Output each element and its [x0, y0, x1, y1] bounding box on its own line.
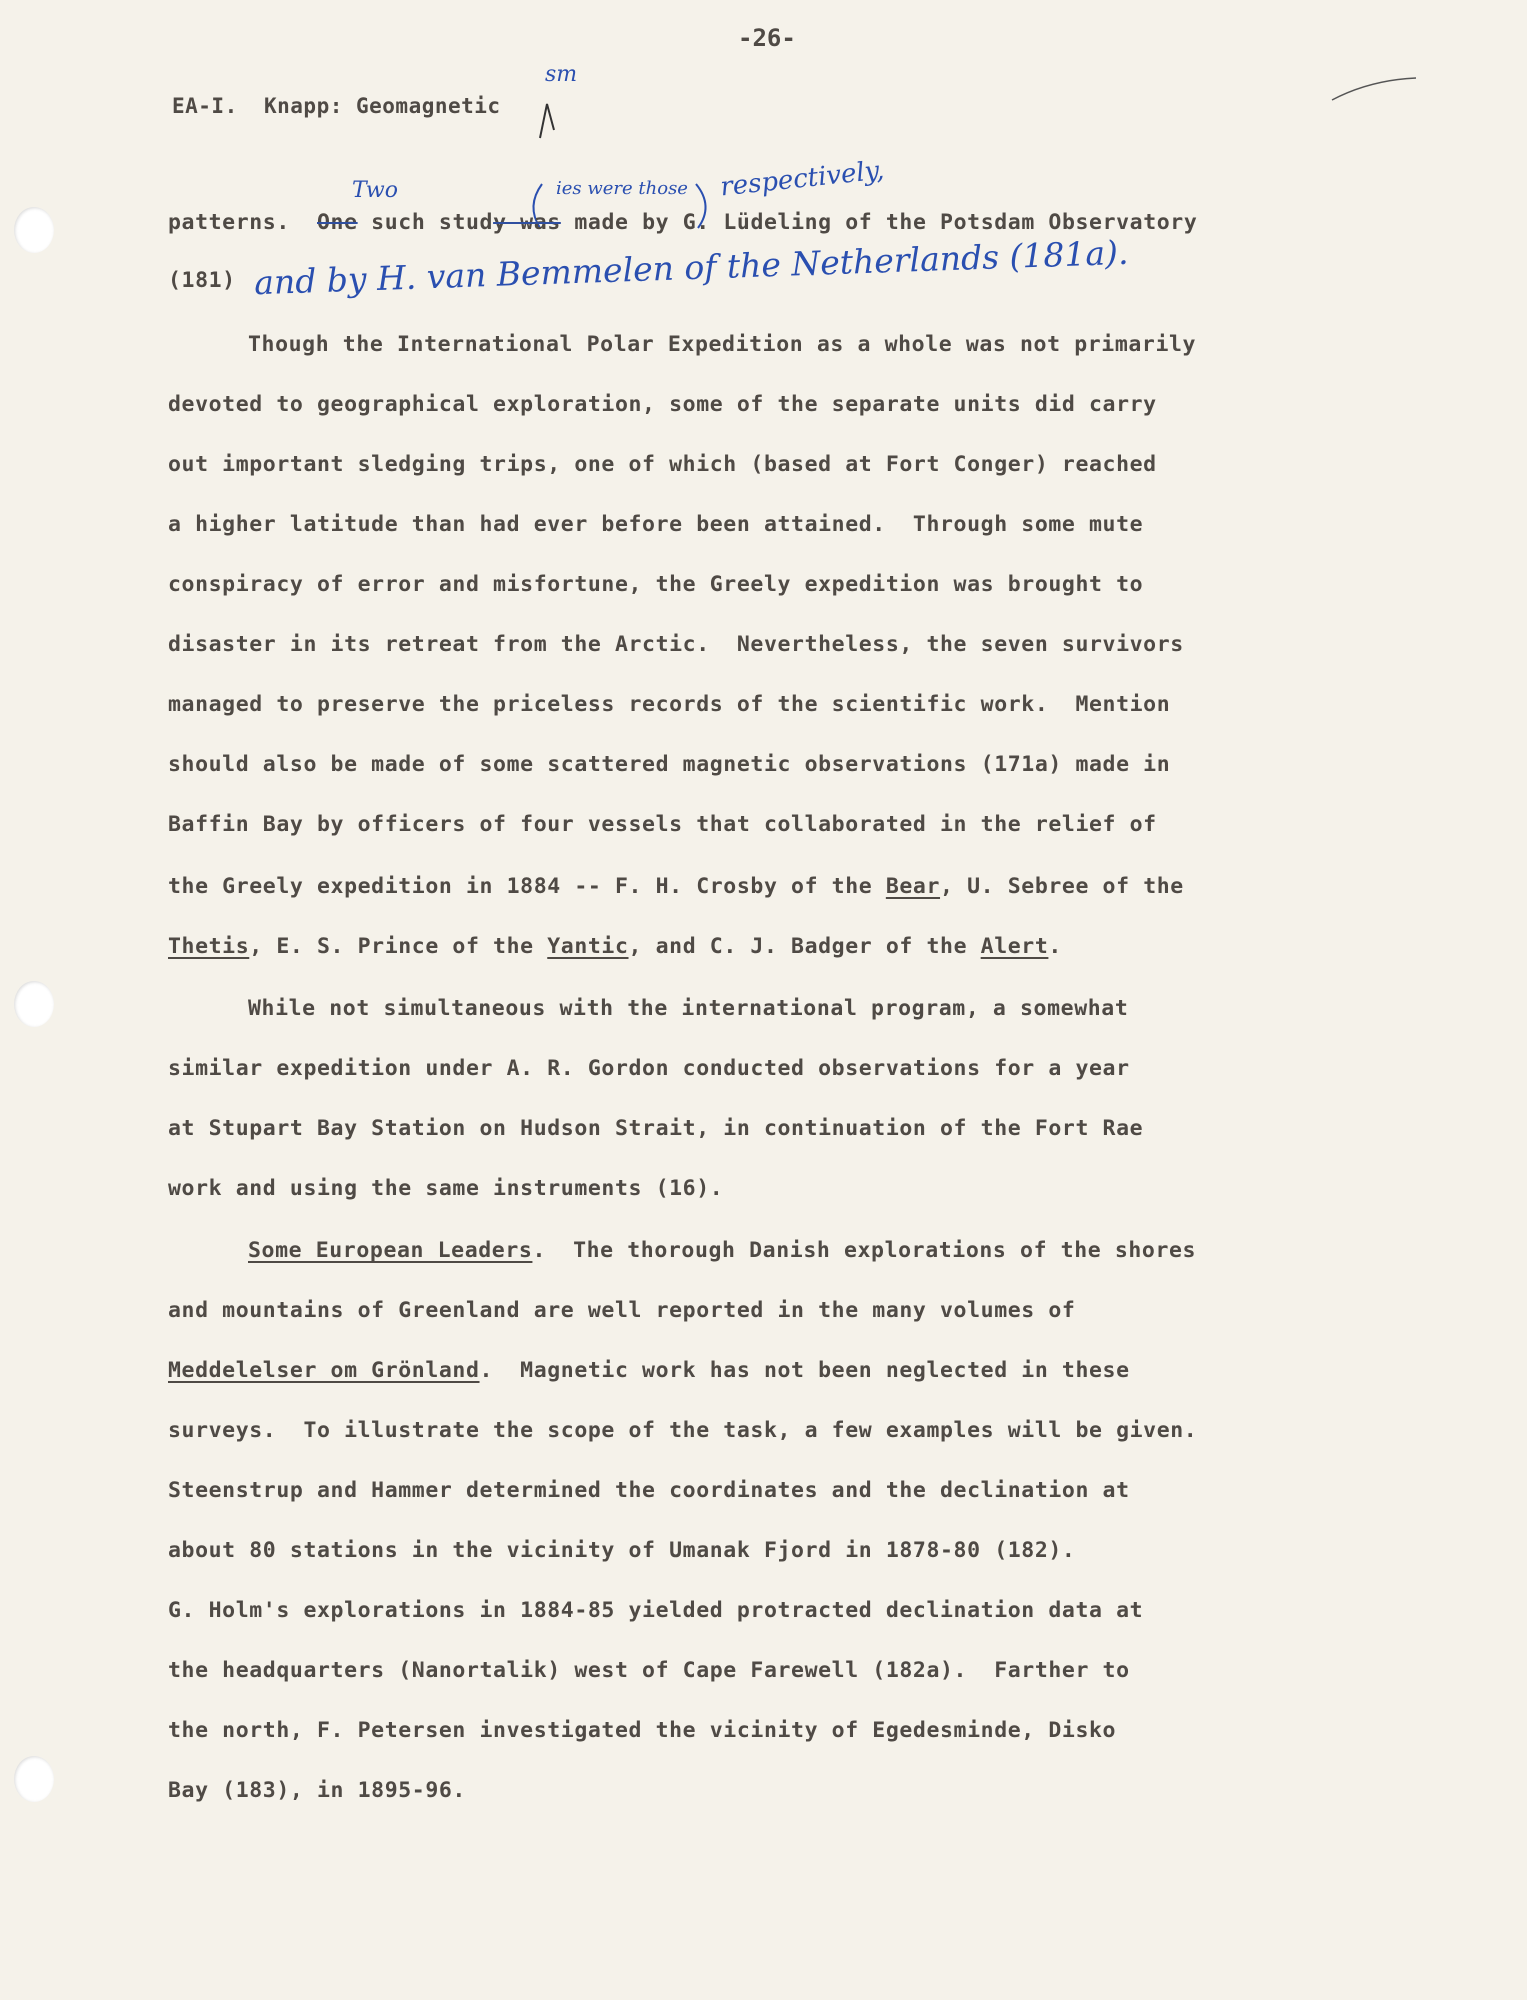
text-line: conspiracy of error and misfortune, the Greely expedition was brought to: [168, 572, 1144, 597]
ship-name: Yantic: [547, 934, 629, 959]
text-line: Steenstrup and Hammer determined the coordinates and the declination at: [168, 1478, 1130, 1503]
text-line: at Stupart Bay Station on Hudson Strait, in continuation of the Fort Rae: [168, 1116, 1144, 1141]
text-line: surveys. To illustrate the scope of the task, a few examples will be given.: [168, 1418, 1198, 1443]
handwritten-respectively: respectively,: [718, 155, 886, 203]
page-number: -26-: [738, 24, 796, 52]
text-line: Meddelelser om Grönland. Magnetic work has not been neglected in these: [168, 1358, 1130, 1383]
text-line: patterns. One such study was made by G. Lüdeling of the Potsdam Observatory: [168, 210, 1198, 235]
publication-title: Meddelelser om Grönland: [168, 1358, 480, 1383]
binder-hole: [14, 981, 54, 1027]
text-line: Bay (183), in 1895-96.: [168, 1778, 466, 1803]
text-line: Thetis, E. S. Prince of the Yantic, and C. J. Badger of the Alert.: [168, 934, 1062, 959]
text-line: a higher latitude than had ever before been attained. Through some mute: [168, 512, 1144, 537]
binder-hole: [14, 207, 54, 253]
text-line: disaster in its retreat from the Arctic. Nevertheless, the seven survivors: [168, 632, 1184, 657]
text-line: the north, F. Petersen investigated the vicinity of Egedesminde, Disko: [168, 1718, 1117, 1743]
ship-name: Thetis: [168, 934, 250, 959]
text-line: Some European Leaders. The thorough Danish explorations of the shores: [248, 1238, 1197, 1263]
text-line: Though the International Polar Expedition as a whole was not primarily: [248, 332, 1197, 357]
text-line: should also be made of some scattered magnetic observations (171a) made in: [168, 752, 1171, 777]
text-line: devoted to geographical exploration, some of the separate units did carry: [168, 392, 1157, 417]
handwritten-ies-were-those: ies were those: [556, 178, 688, 199]
section-heading: Some European Leaders: [248, 1238, 533, 1263]
handwritten-two: Two: [352, 178, 398, 203]
text-line: and mountains of Greenland are well reported in the many volumes of: [168, 1298, 1076, 1323]
text-line: G. Holm's explorations in 1884-85 yielded protracted declination data at: [168, 1598, 1144, 1623]
handwritten-insertion: and by H. van Bemmelen of the Netherlands (181a).: [253, 232, 1130, 303]
text-line: While not simultaneous with the international program, a somewhat: [248, 996, 1129, 1021]
pen-stroke-icon: [1330, 74, 1420, 104]
handwritten-header-mark: sm: [545, 62, 578, 87]
running-header: EA-I. Knapp: Geomagnetic: [172, 94, 501, 118]
ship-name: Alert: [980, 934, 1049, 959]
text-line: about 80 stations in the vicinity of Umanak Fjord in 1878-80 (182).: [168, 1538, 1076, 1563]
text-line: (181): [168, 268, 236, 293]
text-line: work and using the same instruments (16).: [168, 1176, 724, 1201]
text-line: out important sledging trips, one of which (based at Fort Conger) reached: [168, 452, 1157, 477]
caret-mark-icon: [537, 100, 557, 140]
text-line: Baffin Bay by officers of four vessels that collaborated in the relief of: [168, 812, 1157, 837]
text-line: the Greely expedition in 1884 -- F. H. Crosby of the Bear, U. Sebree of the: [168, 874, 1184, 899]
text-line: managed to preserve the priceless records of the scientific work. Mention: [168, 692, 1171, 717]
text-line: the headquarters (Nanortalik) west of Cape Farewell (182a). Farther to: [168, 1658, 1130, 1683]
binder-hole: [14, 1756, 54, 1802]
text-line: similar expedition under A. R. Gordon conducted observations for a year: [168, 1056, 1130, 1081]
ship-name: Bear: [885, 874, 941, 899]
